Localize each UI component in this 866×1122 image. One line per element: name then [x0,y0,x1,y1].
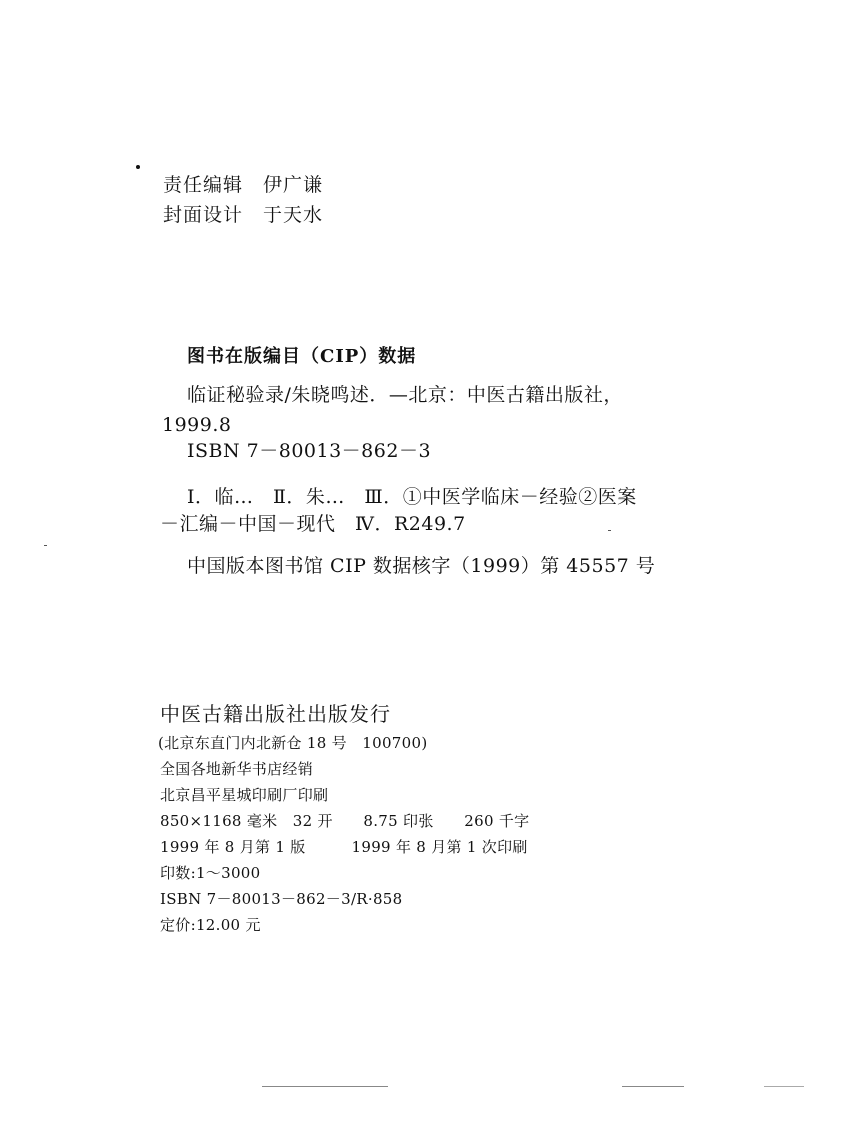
scan-bottom-artifact-3 [764,1086,804,1087]
editor-credit: 责任编辑 伊广谦 [163,174,324,196]
scan-speck-dot [136,165,140,169]
cip-date: 1999.8 [162,414,232,436]
cover-design-credit: 封面设计 于天水 [163,204,324,226]
cip-isbn: ISBN 7－80013－862－3 [187,440,432,462]
cip-classification-line-1: Ⅰ．临… Ⅱ．朱… Ⅲ．①中医学临床－经验②医案 [187,486,637,508]
cip-heading: 图书在版编目（CIP）数据 [187,346,417,367]
scan-bottom-artifact-2 [622,1086,684,1087]
cip-approval-number: 中国版本图书馆 CIP 数据核字（1999）第 45557 号 [187,555,656,577]
scan-speck-left [44,545,47,546]
imprint-publisher: 中医古籍出版社出版发行 [160,702,391,726]
scan-bottom-artifact-1 [262,1086,388,1087]
imprint-format: 850×1168 毫米 32 开 8.75 印张 260 千字 [160,812,530,830]
imprint-isbn-full: ISBN 7－80013－862－3/R·858 [160,890,403,908]
imprint-printer: 北京昌平星城印刷厂印刷 [160,786,329,804]
imprint-address: (北京东直门内北新仓 18 号 100700) [158,734,428,752]
imprint-distributor: 全国各地新华书店经销 [160,760,314,778]
cip-title-line: 临证秘验录/朱晓鸣述．—北京：中医古籍出版社， [187,384,623,406]
imprint-price: 定价:12.00 元 [160,916,261,934]
cip-classification-line-2: －汇编－中国－现代 Ⅳ．R249.7 [160,513,466,535]
imprint-print-run: 印数:1～3000 [160,864,261,882]
imprint-edition: 1999 年 8 月第 1 版 1999 年 8 月第 1 次印刷 [160,838,528,856]
scan-speck-right [608,530,611,531]
